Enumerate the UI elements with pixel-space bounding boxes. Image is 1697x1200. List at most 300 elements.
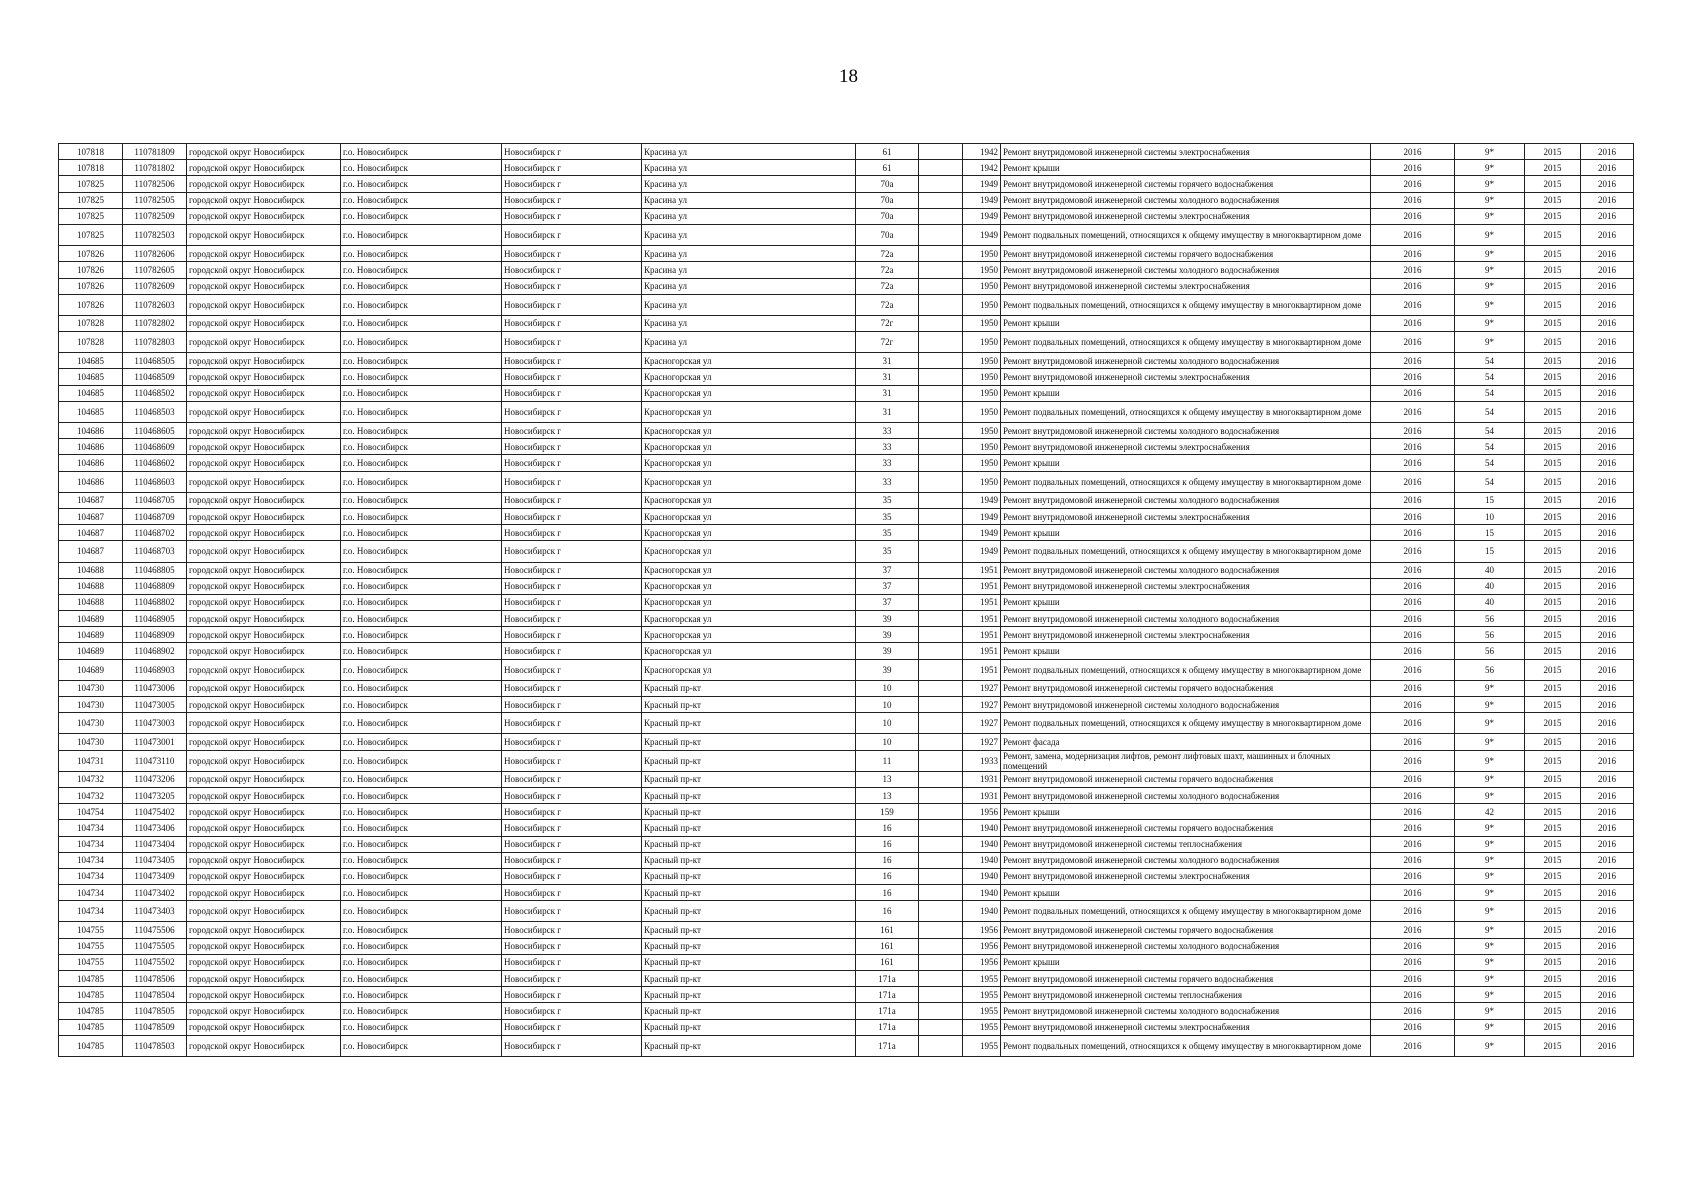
commission-year-cell: 1950 xyxy=(963,353,1001,369)
page-number: 18 xyxy=(839,66,858,87)
end-year-cell: 2016 xyxy=(1581,987,1634,1003)
work-id-cell: 110473001 xyxy=(123,734,187,750)
plan-year-cell: 2016 xyxy=(1371,246,1455,262)
house-number-cell: 39 xyxy=(856,627,919,643)
work-id-cell: 110782609 xyxy=(123,278,187,294)
end-year-cell: 2016 xyxy=(1581,868,1634,884)
work-type-cell: Ремонт подвальных помещений, относящихся к общему имуществу в многоквартирном доме xyxy=(1001,713,1371,734)
wear-cell: 56 xyxy=(1455,611,1525,627)
start-year-cell: 2015 xyxy=(1525,455,1581,471)
municipality-cell: городской округ Новосибирск xyxy=(187,922,341,938)
plan-year-cell: 2016 xyxy=(1371,659,1455,680)
street-cell: Красный пр-кт xyxy=(642,938,856,954)
house-id-cell: 104730 xyxy=(59,713,123,734)
settlement-cell: г.о. Новосибирск xyxy=(341,192,502,208)
start-year-cell: 2015 xyxy=(1525,192,1581,208)
work-type-cell: Ремонт внутридомовой инженерной системы горячего водоснабжения xyxy=(1001,680,1371,696)
plan-year-cell: 2016 xyxy=(1371,787,1455,803)
work-id-cell: 110475505 xyxy=(123,938,187,954)
commission-year-cell: 1955 xyxy=(963,987,1001,1003)
settlement-cell: г.о. Новосибирск xyxy=(341,224,502,245)
city-cell: Новосибирск г xyxy=(502,315,642,331)
start-year-cell: 2015 xyxy=(1525,401,1581,422)
work-type-cell: Ремонт подвальных помещений, относящихся к общему имуществу в многоквартирном доме xyxy=(1001,401,1371,422)
start-year-cell: 2015 xyxy=(1525,492,1581,508)
municipality-cell: городской округ Новосибирск xyxy=(187,160,341,176)
plan-year-cell: 2016 xyxy=(1371,697,1455,713)
start-year-cell: 2015 xyxy=(1525,508,1581,524)
end-year-cell: 2016 xyxy=(1581,836,1634,852)
building-cell xyxy=(919,1019,963,1035)
building-cell xyxy=(919,278,963,294)
work-id-cell: 110473404 xyxy=(123,836,187,852)
street-cell: Красногорская ул xyxy=(642,594,856,610)
house-id-cell: 104731 xyxy=(59,750,123,771)
settlement-cell: г.о. Новосибирск xyxy=(341,820,502,836)
start-year-cell: 2015 xyxy=(1525,315,1581,331)
settlement-cell: г.о. Новосибирск xyxy=(341,492,502,508)
commission-year-cell: 1950 xyxy=(963,401,1001,422)
plan-year-cell: 2016 xyxy=(1371,713,1455,734)
table-row xyxy=(59,423,1634,439)
house-id-cell: 104755 xyxy=(59,922,123,938)
work-id-cell: 110473003 xyxy=(123,713,187,734)
building-cell xyxy=(919,804,963,820)
end-year-cell: 2016 xyxy=(1581,315,1634,331)
settlement-cell: г.о. Новосибирск xyxy=(341,208,502,224)
end-year-cell: 2016 xyxy=(1581,246,1634,262)
building-cell xyxy=(919,611,963,627)
building-cell xyxy=(919,750,963,771)
settlement-cell: г.о. Новосибирск xyxy=(341,508,502,524)
house-number-cell: 35 xyxy=(856,492,919,508)
commission-year-cell: 1951 xyxy=(963,627,1001,643)
start-year-cell: 2015 xyxy=(1525,332,1581,353)
end-year-cell: 2016 xyxy=(1581,294,1634,315)
municipality-cell: городской округ Новосибирск xyxy=(187,471,341,492)
plan-year-cell: 2016 xyxy=(1371,294,1455,315)
table-row xyxy=(59,954,1634,970)
settlement-cell: г.о. Новосибирск xyxy=(341,578,502,594)
settlement-cell: г.о. Новосибирск xyxy=(341,1003,502,1019)
building-cell xyxy=(919,315,963,331)
table-row xyxy=(59,836,1634,852)
house-id-cell: 107818 xyxy=(59,160,123,176)
building-cell xyxy=(919,771,963,787)
street-cell: Красногорская ул xyxy=(642,471,856,492)
street-cell: Красный пр-кт xyxy=(642,885,856,901)
city-cell: Новосибирск г xyxy=(502,938,642,954)
street-cell: Красный пр-кт xyxy=(642,1035,856,1056)
work-id-cell: 110473405 xyxy=(123,852,187,868)
city-cell: Новосибирск г xyxy=(502,562,642,578)
municipality-cell: городской округ Новосибирск xyxy=(187,208,341,224)
municipality-cell: городской округ Новосибирск xyxy=(187,804,341,820)
building-cell xyxy=(919,901,963,922)
work-type-cell: Ремонт подвальных помещений, относящихся к общему имуществу в многоквартирном доме xyxy=(1001,901,1371,922)
house-number-cell: 16 xyxy=(856,836,919,852)
end-year-cell: 2016 xyxy=(1581,852,1634,868)
start-year-cell: 2015 xyxy=(1525,1019,1581,1035)
house-number-cell: 39 xyxy=(856,611,919,627)
settlement-cell: г.о. Новосибирск xyxy=(341,439,502,455)
work-id-cell: 110468902 xyxy=(123,643,187,659)
plan-year-cell: 2016 xyxy=(1371,680,1455,696)
settlement-cell: г.о. Новосибирск xyxy=(341,611,502,627)
settlement-cell: г.о. Новосибирск xyxy=(341,804,502,820)
house-id-cell: 104734 xyxy=(59,852,123,868)
house-id-cell: 104730 xyxy=(59,697,123,713)
end-year-cell: 2016 xyxy=(1581,922,1634,938)
work-type-cell: Ремонт подвальных помещений, относящихся к общему имуществу в многоквартирном доме xyxy=(1001,659,1371,680)
municipality-cell: городской округ Новосибирск xyxy=(187,423,341,439)
city-cell: Новосибирск г xyxy=(502,971,642,987)
settlement-cell: г.о. Новосибирск xyxy=(341,680,502,696)
street-cell: Красногорская ул xyxy=(642,492,856,508)
house-number-cell: 31 xyxy=(856,353,919,369)
house-number-cell: 13 xyxy=(856,771,919,787)
work-type-cell: Ремонт крыши xyxy=(1001,385,1371,401)
work-id-cell: 110468602 xyxy=(123,455,187,471)
settlement-cell: г.о. Новосибирск xyxy=(341,852,502,868)
municipality-cell: городской округ Новосибирск xyxy=(187,224,341,245)
wear-cell: 9* xyxy=(1455,852,1525,868)
work-type-cell: Ремонт внутридомовой инженерной системы холодного водоснабжения xyxy=(1001,562,1371,578)
wear-cell: 54 xyxy=(1455,353,1525,369)
table-row xyxy=(59,278,1634,294)
plan-year-cell: 2016 xyxy=(1371,423,1455,439)
table-row xyxy=(59,627,1634,643)
city-cell: Новосибирск г xyxy=(502,176,642,192)
wear-cell: 54 xyxy=(1455,455,1525,471)
plan-year-cell: 2016 xyxy=(1371,627,1455,643)
start-year-cell: 2015 xyxy=(1525,369,1581,385)
house-number-cell: 37 xyxy=(856,578,919,594)
end-year-cell: 2016 xyxy=(1581,262,1634,278)
work-id-cell: 110473110 xyxy=(123,750,187,771)
end-year-cell: 2016 xyxy=(1581,208,1634,224)
work-id-cell: 110473005 xyxy=(123,697,187,713)
house-number-cell: 72а xyxy=(856,294,919,315)
settlement-cell: г.о. Новосибирск xyxy=(341,922,502,938)
work-id-cell: 110475502 xyxy=(123,954,187,970)
settlement-cell: г.о. Новосибирск xyxy=(341,246,502,262)
table-row xyxy=(59,401,1634,422)
municipality-cell: городской округ Новосибирск xyxy=(187,192,341,208)
building-cell xyxy=(919,562,963,578)
building-cell xyxy=(919,246,963,262)
house-id-cell: 104734 xyxy=(59,836,123,852)
wear-cell: 9* xyxy=(1455,734,1525,750)
building-cell xyxy=(919,852,963,868)
wear-cell: 54 xyxy=(1455,369,1525,385)
building-cell xyxy=(919,885,963,901)
street-cell: Красный пр-кт xyxy=(642,771,856,787)
work-type-cell: Ремонт внутридомовой инженерной системы холодного водоснабжения xyxy=(1001,423,1371,439)
house-number-cell: 33 xyxy=(856,439,919,455)
municipality-cell: городской округ Новосибирск xyxy=(187,901,341,922)
building-cell xyxy=(919,262,963,278)
settlement-cell: г.о. Новосибирск xyxy=(341,938,502,954)
commission-year-cell: 1951 xyxy=(963,643,1001,659)
settlement-cell: г.о. Новосибирск xyxy=(341,278,502,294)
building-cell xyxy=(919,734,963,750)
work-id-cell: 110478505 xyxy=(123,1003,187,1019)
table-row xyxy=(59,176,1634,192)
work-type-cell: Ремонт внутридомовой инженерной системы электроснабжения xyxy=(1001,208,1371,224)
end-year-cell: 2016 xyxy=(1581,734,1634,750)
table-row xyxy=(59,525,1634,541)
house-number-cell: 70а xyxy=(856,176,919,192)
wear-cell: 40 xyxy=(1455,594,1525,610)
commission-year-cell: 1927 xyxy=(963,713,1001,734)
commission-year-cell: 1950 xyxy=(963,315,1001,331)
street-cell: Красный пр-кт xyxy=(642,1003,856,1019)
house-number-cell: 35 xyxy=(856,508,919,524)
city-cell: Новосибирск г xyxy=(502,192,642,208)
municipality-cell: городской округ Новосибирск xyxy=(187,627,341,643)
street-cell: Красногорская ул xyxy=(642,369,856,385)
wear-cell: 54 xyxy=(1455,471,1525,492)
plan-year-cell: 2016 xyxy=(1371,922,1455,938)
commission-year-cell: 1951 xyxy=(963,578,1001,594)
municipality-cell: городской округ Новосибирск xyxy=(187,734,341,750)
wear-cell: 9* xyxy=(1455,750,1525,771)
work-id-cell: 110781809 xyxy=(123,144,187,160)
commission-year-cell: 1942 xyxy=(963,144,1001,160)
house-number-cell: 171а xyxy=(856,971,919,987)
end-year-cell: 2016 xyxy=(1581,541,1634,562)
wear-cell: 9* xyxy=(1455,971,1525,987)
wear-cell: 9* xyxy=(1455,1035,1525,1056)
house-id-cell: 104689 xyxy=(59,611,123,627)
end-year-cell: 2016 xyxy=(1581,144,1634,160)
work-id-cell: 110468905 xyxy=(123,611,187,627)
city-cell: Новосибирск г xyxy=(502,643,642,659)
commission-year-cell: 1950 xyxy=(963,246,1001,262)
end-year-cell: 2016 xyxy=(1581,771,1634,787)
work-id-cell: 110781802 xyxy=(123,160,187,176)
commission-year-cell: 1949 xyxy=(963,192,1001,208)
commission-year-cell: 1955 xyxy=(963,1003,1001,1019)
street-cell: Красина ул xyxy=(642,192,856,208)
municipality-cell: городской округ Новосибирск xyxy=(187,278,341,294)
work-id-cell: 110468503 xyxy=(123,401,187,422)
settlement-cell: г.о. Новосибирск xyxy=(341,471,502,492)
end-year-cell: 2016 xyxy=(1581,492,1634,508)
end-year-cell: 2016 xyxy=(1581,885,1634,901)
end-year-cell: 2016 xyxy=(1581,697,1634,713)
commission-year-cell: 1956 xyxy=(963,922,1001,938)
work-type-cell: Ремонт подвальных помещений, относящихся к общему имуществу в многоквартирном доме xyxy=(1001,541,1371,562)
municipality-cell: городской округ Новосибирск xyxy=(187,787,341,803)
building-cell xyxy=(919,787,963,803)
wear-cell: 15 xyxy=(1455,541,1525,562)
settlement-cell: г.о. Новосибирск xyxy=(341,262,502,278)
table-row xyxy=(59,353,1634,369)
work-type-cell: Ремонт внутридомовой инженерной системы горячего водоснабжения xyxy=(1001,820,1371,836)
street-cell: Красина ул xyxy=(642,144,856,160)
house-id-cell: 104685 xyxy=(59,353,123,369)
plan-year-cell: 2016 xyxy=(1371,439,1455,455)
municipality-cell: городской округ Новосибирск xyxy=(187,680,341,696)
end-year-cell: 2016 xyxy=(1581,971,1634,987)
building-cell xyxy=(919,176,963,192)
city-cell: Новосибирск г xyxy=(502,804,642,820)
work-id-cell: 110478503 xyxy=(123,1035,187,1056)
work-type-cell: Ремонт внутридомовой инженерной системы электроснабжения xyxy=(1001,627,1371,643)
house-number-cell: 10 xyxy=(856,680,919,696)
settlement-cell: г.о. Новосибирск xyxy=(341,332,502,353)
work-type-cell: Ремонт внутридомовой инженерной системы теплоснабжения xyxy=(1001,987,1371,1003)
table-row xyxy=(59,1035,1634,1056)
plan-year-cell: 2016 xyxy=(1371,224,1455,245)
end-year-cell: 2016 xyxy=(1581,1035,1634,1056)
work-id-cell: 110782503 xyxy=(123,224,187,245)
house-number-cell: 72г xyxy=(856,315,919,331)
start-year-cell: 2015 xyxy=(1525,1035,1581,1056)
wear-cell: 9* xyxy=(1455,144,1525,160)
table-row xyxy=(59,734,1634,750)
table-row xyxy=(59,1003,1634,1019)
settlement-cell: г.о. Новосибирск xyxy=(341,315,502,331)
house-number-cell: 161 xyxy=(856,954,919,970)
building-cell xyxy=(919,455,963,471)
settlement-cell: г.о. Новосибирск xyxy=(341,562,502,578)
end-year-cell: 2016 xyxy=(1581,423,1634,439)
work-type-cell: Ремонт фасада xyxy=(1001,734,1371,750)
building-cell xyxy=(919,578,963,594)
work-type-cell: Ремонт крыши xyxy=(1001,594,1371,610)
work-type-cell: Ремонт внутридомовой инженерной системы холодного водоснабжения xyxy=(1001,787,1371,803)
building-cell xyxy=(919,1035,963,1056)
municipality-cell: городской округ Новосибирск xyxy=(187,246,341,262)
municipality-cell: городской округ Новосибирск xyxy=(187,771,341,787)
house-id-cell: 104734 xyxy=(59,820,123,836)
wear-cell: 54 xyxy=(1455,439,1525,455)
settlement-cell: г.о. Новосибирск xyxy=(341,971,502,987)
table-row xyxy=(59,594,1634,610)
house-id-cell: 104688 xyxy=(59,578,123,594)
work-type-cell: Ремонт крыши xyxy=(1001,804,1371,820)
city-cell: Новосибирск г xyxy=(502,278,642,294)
municipality-cell: городской округ Новосибирск xyxy=(187,144,341,160)
municipality-cell: городской округ Новосибирск xyxy=(187,294,341,315)
work-id-cell: 110473006 xyxy=(123,680,187,696)
start-year-cell: 2015 xyxy=(1525,771,1581,787)
city-cell: Новосибирск г xyxy=(502,423,642,439)
work-id-cell: 110473205 xyxy=(123,787,187,803)
plan-year-cell: 2016 xyxy=(1371,1035,1455,1056)
plan-year-cell: 2016 xyxy=(1371,885,1455,901)
building-cell xyxy=(919,353,963,369)
start-year-cell: 2015 xyxy=(1525,643,1581,659)
building-cell xyxy=(919,643,963,659)
city-cell: Новосибирск г xyxy=(502,987,642,1003)
work-type-cell: Ремонт внутридомовой инженерной системы холодного водоснабжения xyxy=(1001,1003,1371,1019)
commission-year-cell: 1927 xyxy=(963,680,1001,696)
house-number-cell: 31 xyxy=(856,401,919,422)
municipality-cell: городской округ Новосибирск xyxy=(187,713,341,734)
work-type-cell: Ремонт подвальных помещений, относящихся к общему имуществу в многоквартирном доме xyxy=(1001,332,1371,353)
building-cell xyxy=(919,439,963,455)
work-id-cell: 110782603 xyxy=(123,294,187,315)
end-year-cell: 2016 xyxy=(1581,192,1634,208)
street-cell: Красный пр-кт xyxy=(642,1019,856,1035)
house-id-cell: 104730 xyxy=(59,680,123,696)
work-id-cell: 110475402 xyxy=(123,804,187,820)
start-year-cell: 2015 xyxy=(1525,562,1581,578)
house-number-cell: 10 xyxy=(856,697,919,713)
commission-year-cell: 1951 xyxy=(963,611,1001,627)
work-type-cell: Ремонт внутридомовой инженерной системы горячего водоснабжения xyxy=(1001,246,1371,262)
work-type-cell: Ремонт крыши xyxy=(1001,525,1371,541)
work-id-cell: 110782506 xyxy=(123,176,187,192)
wear-cell: 9* xyxy=(1455,868,1525,884)
settlement-cell: г.о. Новосибирск xyxy=(341,659,502,680)
table-row xyxy=(59,987,1634,1003)
work-type-cell: Ремонт внутридомовой инженерной системы электроснабжения xyxy=(1001,1019,1371,1035)
house-number-cell: 72а xyxy=(856,278,919,294)
work-type-cell: Ремонт внутридомовой инженерной системы горячего водоснабжения xyxy=(1001,971,1371,987)
table-row xyxy=(59,160,1634,176)
start-year-cell: 2015 xyxy=(1525,278,1581,294)
commission-year-cell: 1931 xyxy=(963,771,1001,787)
work-type-cell: Ремонт внутридомовой инженерной системы холодного водоснабжения xyxy=(1001,852,1371,868)
start-year-cell: 2015 xyxy=(1525,938,1581,954)
wear-cell: 9* xyxy=(1455,1019,1525,1035)
building-cell xyxy=(919,627,963,643)
street-cell: Красный пр-кт xyxy=(642,954,856,970)
start-year-cell: 2015 xyxy=(1525,160,1581,176)
settlement-cell: г.о. Новосибирск xyxy=(341,901,502,922)
plan-year-cell: 2016 xyxy=(1371,508,1455,524)
work-id-cell: 110468802 xyxy=(123,594,187,610)
wear-cell: 9* xyxy=(1455,787,1525,803)
table-row xyxy=(59,713,1634,734)
work-id-cell: 110468805 xyxy=(123,562,187,578)
work-id-cell: 110478509 xyxy=(123,1019,187,1035)
house-id-cell: 104689 xyxy=(59,643,123,659)
plan-year-cell: 2016 xyxy=(1371,971,1455,987)
work-type-cell: Ремонт внутридомовой инженерной системы теплоснабжения xyxy=(1001,836,1371,852)
house-id-cell: 104785 xyxy=(59,971,123,987)
start-year-cell: 2015 xyxy=(1525,176,1581,192)
municipality-cell: городской округ Новосибирск xyxy=(187,385,341,401)
city-cell: Новосибирск г xyxy=(502,439,642,455)
table-row xyxy=(59,369,1634,385)
commission-year-cell: 1950 xyxy=(963,423,1001,439)
wear-cell: 9* xyxy=(1455,262,1525,278)
work-type-cell: Ремонт крыши xyxy=(1001,643,1371,659)
house-number-cell: 10 xyxy=(856,713,919,734)
house-number-cell: 161 xyxy=(856,938,919,954)
start-year-cell: 2015 xyxy=(1525,868,1581,884)
municipality-cell: городской округ Новосибирск xyxy=(187,750,341,771)
house-number-cell: 72г xyxy=(856,332,919,353)
settlement-cell: г.о. Новосибирск xyxy=(341,353,502,369)
start-year-cell: 2015 xyxy=(1525,578,1581,594)
start-year-cell: 2015 xyxy=(1525,734,1581,750)
building-cell xyxy=(919,820,963,836)
house-id-cell: 104687 xyxy=(59,508,123,524)
end-year-cell: 2016 xyxy=(1581,455,1634,471)
building-cell xyxy=(919,659,963,680)
house-number-cell: 161 xyxy=(856,922,919,938)
house-id-cell: 104689 xyxy=(59,627,123,643)
commission-year-cell: 1940 xyxy=(963,868,1001,884)
municipality-cell: городской округ Новосибирск xyxy=(187,1019,341,1035)
